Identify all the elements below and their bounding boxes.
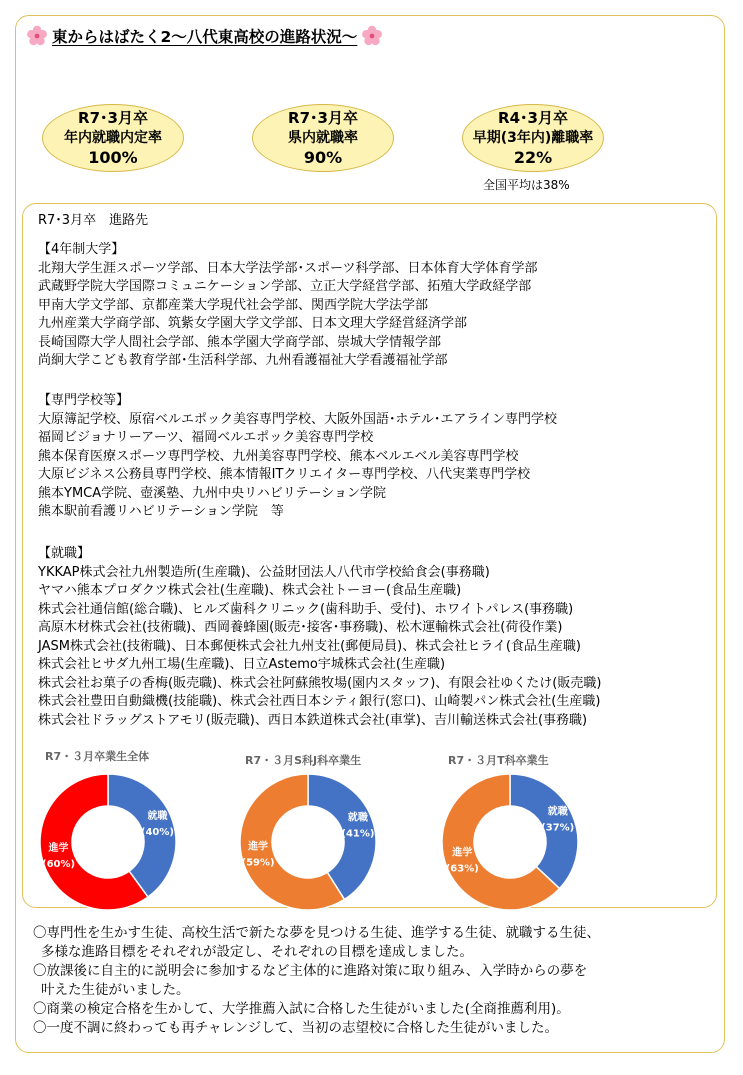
summary-line: 〇放課後に自主的に説明会に参加するなど主体的に進路対策に取り組み、入学時からの夢を bbox=[33, 963, 588, 979]
summary-line: 〇商業の検定合格を生かして、大学推薦入試に合格した生徒がいました(全商推薦利用)。 bbox=[33, 1001, 570, 1017]
destinations-heading bbox=[38, 212, 148, 231]
list-item: 株式会社ヒサダ九州工場(生産職)、日立Astemo宇城株式会社(生産職) bbox=[38, 657, 446, 672]
badge-metric: 年内就職内定率 bbox=[64, 130, 162, 146]
chart-title: R7・３月T科卒業生 bbox=[448, 754, 549, 767]
list-item: 甲南大学文学部、京都産業大学現代社会学部、関西学院大学法学部 bbox=[38, 297, 429, 313]
slice-percent-label: (40%) bbox=[140, 826, 174, 838]
list-item: 高原木材株式会社(技術職)、西岡養蜂園(販売･接客･事務職)、松木運輸株式会社(荷役作業) bbox=[38, 620, 563, 635]
slice-percent-label: (37%) bbox=[541, 822, 575, 834]
slice-percent-label: (63%) bbox=[445, 863, 479, 875]
university-section bbox=[38, 241, 537, 371]
employment-label: 【就職】 bbox=[38, 546, 91, 561]
badge-label: R7･3月卒 bbox=[78, 109, 148, 127]
donut-chart-all bbox=[38, 772, 178, 912]
sakura-flower-icon bbox=[361, 25, 383, 47]
slice-percent-label: (41%) bbox=[341, 828, 375, 840]
national-average-note: 全国平均は38% bbox=[483, 178, 570, 192]
sakura-flower-icon bbox=[26, 25, 48, 47]
list-item: 熊本YMCA学院、壺溪塾、九州中央リハビリテーション学院 bbox=[38, 485, 386, 501]
title-bar bbox=[26, 22, 383, 50]
badge-employment-offer-rate bbox=[42, 104, 184, 172]
list-item: 福岡ビジョナリーアーツ、福岡ベルエポック美容専門学校 bbox=[38, 430, 374, 445]
donut-chart-t bbox=[440, 772, 580, 912]
badge-metric: 県内就職率 bbox=[288, 130, 358, 146]
list-item: ヤマハ熊本プロダクツ株式会社(生産職)、株式会社トーヨー(食品生産職) bbox=[38, 583, 462, 598]
list-item: 株式会社通信館(総合職)、ヒルズ歯科クリニック(歯科助手、受付)、ホワイトパレス(事務職) bbox=[38, 601, 574, 617]
slice-label: 就職 bbox=[147, 810, 168, 822]
list-item: 九州産業大学商学部、筑紫女学園大学文学部、日本文理大学経営経済学部 bbox=[38, 316, 468, 331]
summary-line: 〇一度不調に終わっても再チャレンジして、当初の志望校に合格した生徒がいました。 bbox=[33, 1020, 559, 1036]
list-item: 武蔵野学院大学国際コミュニケーション学部、立正大学経営学部、拓殖大学政経学部 bbox=[38, 279, 532, 294]
chart-title: R7・３月S科J科卒業生 bbox=[245, 754, 362, 767]
list-item: 熊本駅前看護リハビリテーション学院 等 bbox=[38, 504, 284, 519]
list-item: 北翔大学生涯スポーツ学部、日本大学法学部･スポーツ科学部、日本体育大学体育学部 bbox=[38, 260, 538, 276]
list-item: 株式会社ドラッグストアモリ(販売職)、西日本鉄道株式会社(車掌)、吉川輸送株式会社(事務職) bbox=[38, 712, 588, 728]
slice-label: 進学 bbox=[48, 843, 69, 855]
list-item: 大原簿記学校、原宿ベルエポック美容専門学校、大阪外国語･ホテル･エアライン専門学校 bbox=[38, 411, 557, 427]
list-item: YKKAP株式会社九州製造所(生産職)、公益財団法人八代市学校給食会(事務職) bbox=[38, 564, 490, 580]
badge-value: 100% bbox=[88, 148, 138, 167]
employment-section bbox=[38, 545, 601, 730]
badge-value: 22% bbox=[513, 148, 553, 167]
slice-label: 進学 bbox=[248, 841, 269, 853]
page-title: 東からはばたく2～八代東高校の進路状況～ bbox=[52, 28, 358, 46]
list-item: 株式会社豊田自動織機(技能職)、株式会社西日本シティ銀行(窓口)、山崎製パン株式会社(生産職) bbox=[38, 694, 601, 709]
badge-label: R7･3月卒 bbox=[288, 109, 358, 127]
list-item: 尚絅大学こども教育学部･生活科学部、九州看護福祉大学看護福祉学部 bbox=[38, 353, 448, 368]
badge-early-turnover-rate bbox=[462, 104, 604, 172]
slice-label: 進学 bbox=[452, 847, 473, 859]
list-item: JASM株式会社(技術職)、日本郵便株式会社九州支社(郵便局員)、株式会社ヒライ(食品生産職) bbox=[38, 638, 582, 654]
slice-percent-label: (59%) bbox=[241, 857, 275, 869]
slice-label: 就職 bbox=[547, 806, 568, 818]
summary-line: 叶えた生徒がいました。 bbox=[41, 982, 190, 998]
badge-value: 90% bbox=[303, 148, 343, 167]
summary-notes bbox=[33, 924, 600, 1038]
slice-label: 就職 bbox=[347, 812, 368, 824]
badge-in-prefecture-rate bbox=[252, 104, 394, 172]
badge-label: R4･3月卒 bbox=[498, 109, 568, 127]
list-item: 大原ビジネス公務員専門学校、熊本情報ITクリエイター専門学校、八代実業専門学校 bbox=[38, 467, 531, 482]
slice-percent-label: (60%) bbox=[42, 859, 76, 871]
list-item: 長崎国際大学人間社会学部、熊本学園大学商学部、崇城大学情報学部 bbox=[38, 334, 442, 350]
list-item: 熊本保育医療スポーツ専門学校、九州美容専門学校、熊本ベルエベル美容専門学校 bbox=[38, 448, 519, 464]
list-item: 株式会社お菓子の香梅(販売職)、株式会社阿蘇熊牧場(園内スタッフ)、有限会社ゆくたけ(販売職) bbox=[38, 675, 602, 691]
donut-chart-sj bbox=[238, 772, 378, 912]
chart-title: R7・３月卒業生全体 bbox=[45, 750, 150, 763]
badge-metric: 早期(3年内)離職率 bbox=[472, 130, 594, 146]
summary-line: 〇専門性を生かす生徒、高校生活で新たな夢を見つける生徒、進学する生徒、就職する生徒、 bbox=[33, 925, 600, 941]
section-heading: R7･3月卒 進路先 bbox=[38, 213, 149, 228]
vocational-section bbox=[38, 392, 557, 522]
university-label: 【4年制大学】 bbox=[38, 242, 125, 257]
vocational-label: 【専門学校等】 bbox=[38, 393, 130, 408]
summary-line: 多様な進路目標をそれぞれが設定し、それぞれの目標を達成しました。 bbox=[41, 944, 473, 960]
